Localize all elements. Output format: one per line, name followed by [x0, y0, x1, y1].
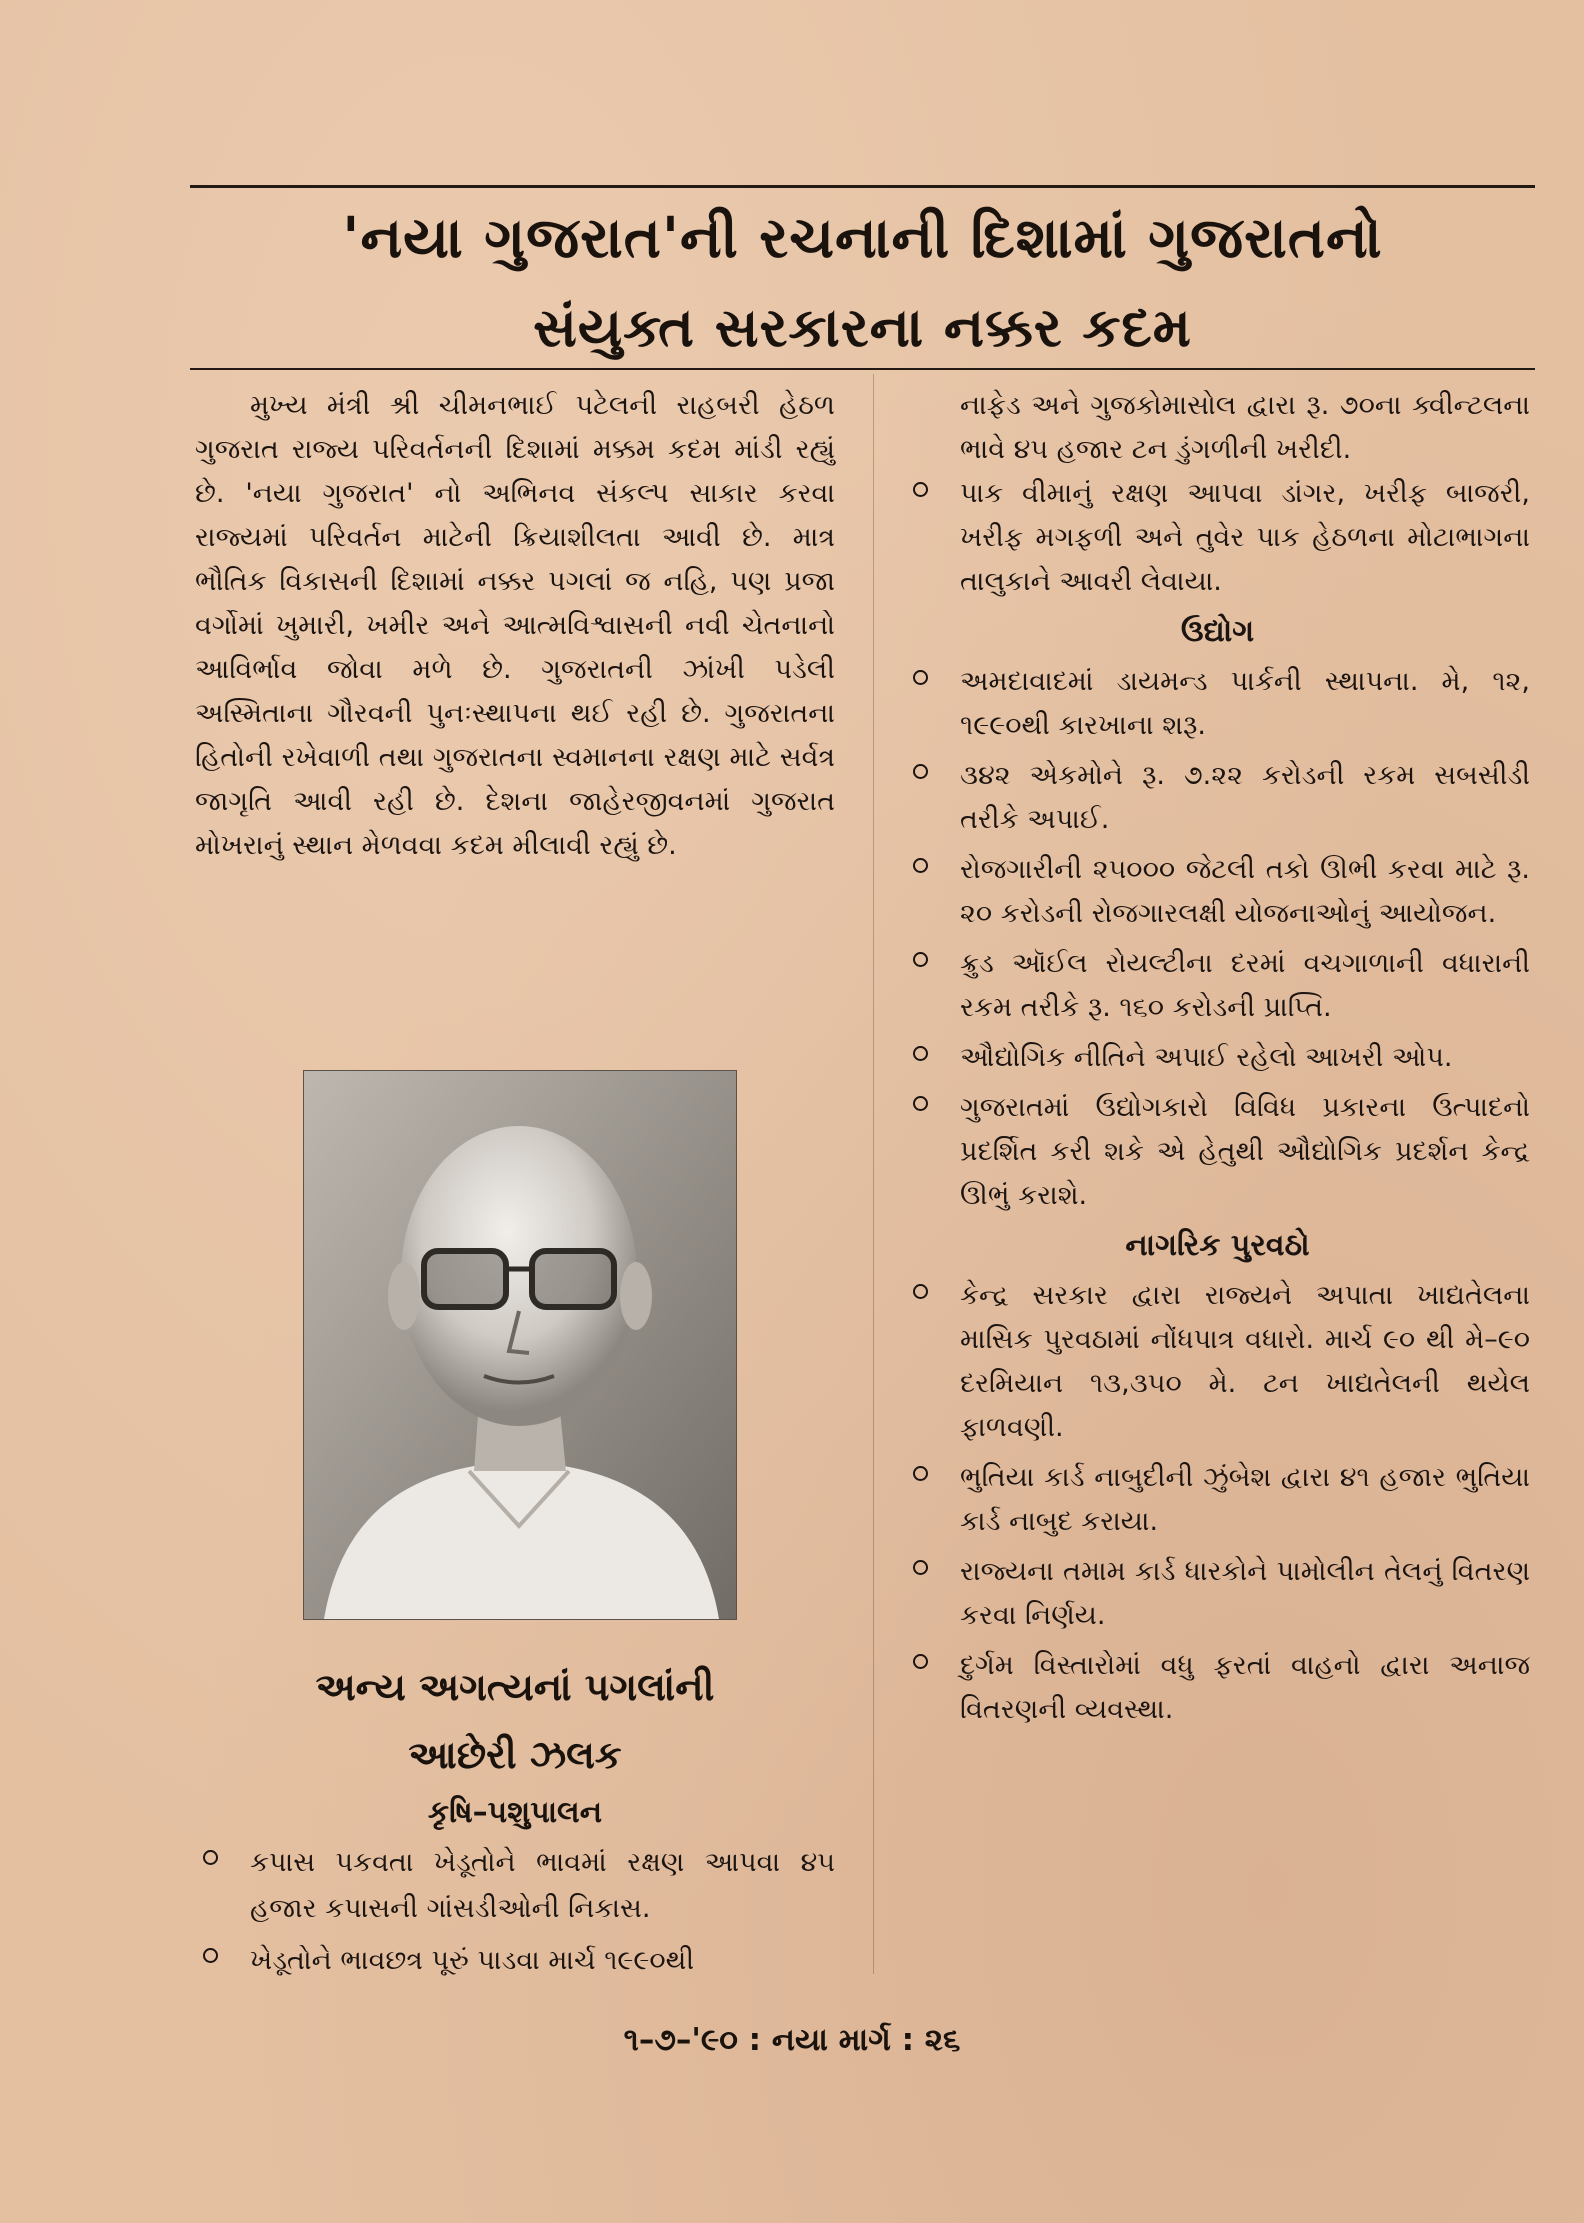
list-item	[905, 1456, 1530, 1544]
glance-heading-line-2: આછેરી ઝલક	[408, 1733, 622, 1777]
intro-column	[195, 384, 835, 868]
headline-line-1: 'નયા ગુજરાત'ની રચનાની દિશામાં ગુજરાતનો	[342, 206, 1383, 271]
list-item	[905, 942, 1530, 1030]
bullet-icon	[913, 670, 928, 685]
list-item	[905, 1036, 1530, 1080]
list-item-text: ખેડૂતોને ભાવછત્ર પૂરું પાડવા માર્ચ ૧૯૯૦થી	[250, 1945, 695, 1976]
list-item-text: દુર્ગમ વિસ્તારોમાં વધુ ફરતાં વાહનો દ્વારા અનાજ વિતરણની વ્યવસ્થા.	[960, 1650, 1530, 1725]
list-item	[195, 1840, 835, 1932]
bullet-icon	[913, 1284, 928, 1299]
list-item	[905, 1086, 1530, 1218]
list-item-text: પાક વીમાનું રક્ષણ આપવા ડાંગર, ખરીફ બાજરી, ખરીફ મગફળી અને તુવેર પાક હેઠળના મોટાભાગના તાલુકાને આવરી લેવાયા.	[960, 478, 1530, 597]
portrait-illustration	[304, 1071, 736, 1619]
bullet-icon	[913, 764, 928, 779]
list-item	[905, 472, 1530, 604]
list-item-text: ભુતિયા કાર્ડ નાબુદીની ઝુંબેશ દ્વારા ૪૧ હજાર ભુતિયા કાર્ડ નાબુદ કરાયા.	[960, 1462, 1530, 1537]
industry-heading: ઉદ્યોગ	[1180, 614, 1255, 649]
list-item-text: રાજ્યના તમામ કાર્ડ ધારકોને પામોલીન તેલનું વિતરણ કરવા નિર્ણય.	[960, 1556, 1530, 1631]
bullet-icon	[913, 1046, 928, 1061]
headline-rule	[190, 368, 1535, 370]
civil-supplies-heading: નાગરિક પુરવઠો	[1125, 1228, 1310, 1263]
list-item	[905, 754, 1530, 842]
glance-heading-line-1: અન્ય અગત્યનાં પગલાંની	[315, 1665, 715, 1709]
bullet-icon	[913, 952, 928, 967]
bullet-icon	[203, 1850, 218, 1865]
list-item	[905, 1644, 1530, 1732]
bullet-icon	[203, 1948, 218, 1963]
bullet-icon	[913, 1560, 928, 1575]
list-item	[905, 848, 1530, 936]
list-item	[905, 660, 1530, 748]
agriculture-list-left	[195, 1840, 835, 1990]
bullet-icon	[913, 1654, 928, 1669]
headline-line-2: સંયુક્ત સરકારના નક્કર કદમ	[533, 296, 1192, 359]
agriculture-heading: કૃષિ–પશુપાલન	[427, 1795, 603, 1830]
list-item-text: ૩૪૨ એકમોને રૂ. ૭.૨૨ કરોડની રકમ સબસીડી તરીકે અપાઈ.	[960, 760, 1530, 835]
list-item	[195, 1938, 835, 1984]
industry-list	[905, 660, 1530, 1218]
list-item-text: ગુજરાતમાં ઉદ્યોગકારો વિવિધ પ્રકારના ઉત્પાદનો પ્રદર્શિત કરી શકે એ હેતુથી ઔદ્યોગિક પ્રદર્શન કેન્દ્ર ઊભું કરાશે.	[960, 1092, 1530, 1211]
list-item	[905, 1550, 1530, 1638]
chief-minister-portrait	[303, 1070, 737, 1620]
civil-supplies-list	[905, 1274, 1530, 1732]
agriculture-list-right	[905, 472, 1530, 604]
intro-first-line: મુખ્ય મંત્રી શ્રી ચીમનભાઈ પટેલની રાહબરી	[250, 390, 760, 421]
intro-paragraph	[195, 384, 835, 868]
list-item-text: અમદાવાદમાં ડાયમન્ડ પાર્કની સ્થાપના. મે, ૧૨, ૧૯૯૦થી કારખાના શરૂ.	[960, 666, 1530, 741]
intro-body: હેઠળ ગુજરાત રાજ્ય પરિવર્તનની દિશામાં મક્કમ કદમ માંડી રહ્યું છે. 'નયા ગુજરાત' નો અભિનવ સંકલ્પ સાકાર કરવા રાજ્યમાં પરિવર્તન માટેની ક્રિયાશીલતા આવી છે. માત્ર ભૌતિક વિકાસની દિશામાં નક્કર પગલાં જ નહિ, પણ પ્રજા વર્ગોમાં ખુમારી, ખમીર અને આત્મવિશ્વાસની નવી ચેતનાનો આવિર્ભાવ જોવા મળે છે. ગુજરાતની ઝાંખી પડેલી અસ્મિતાના ગૌરવની પુનઃસ્થાપના થઈ રહી છે. ગુજરાતના હિતોની રખેવાળી તથા ગુજરાતના સ્વમાનના રક્ષણ માટે સર્વત્ર જાગૃતિ આવી રહી છે. દેશના જાહેરજીવનમાં ગુજરાત મોખરાનું સ્થાન મેળવવા કદમ મીલાવી રહ્યું છે.	[195, 390, 835, 861]
list-item	[905, 1274, 1530, 1450]
top-rule	[190, 185, 1535, 188]
column-divider	[873, 374, 874, 1974]
bullet-icon	[913, 482, 928, 497]
right-column	[905, 384, 1530, 1738]
agriculture-continuation: નાફેડ અને ગુજકોમાસોલ દ્વારા રૂ. ૭૦ના ક્વીન્ટલના ભાવે ૪૫ હજાર ટન ડુંગળીની ખરીદી.	[960, 390, 1530, 465]
list-item-text: રોજગારીની ૨૫૦૦૦ જેટલી તકો ઊભી કરવા માટે રૂ. ૨૦ કરોડની રોજગારલક્ષી યોજનાઓનું આયોજન.	[960, 854, 1530, 929]
list-item-text: ઔદ્યોગિક નીતિને અપાઈ રહેલો આખરી ઓપ.	[960, 1042, 1453, 1073]
bullet-icon	[913, 1466, 928, 1481]
bullet-icon	[913, 858, 928, 873]
page-footer: ૧–૭–'૯૦ : નયા માર્ગ : ૨૬	[623, 2022, 961, 2058]
bullet-icon	[913, 1096, 928, 1111]
list-item-text: કેન્દ્ર સરકાર દ્વારા રાજ્યને અપાતા ખાદ્યતેલના માસિક પુરવઠામાં નોંધપાત્ર વધારો. માર્ચ ૯૦ થી મે–૯૦ દરમિયાન ૧૩,૩૫૦ મે. ટન ખાદ્યતેલની થયેલ ફાળવણી.	[960, 1280, 1530, 1443]
list-item-text: ક્રુડ ઑઈલ રોયલ્ટીના દરમાં વચગાળાની વધારાની રકમ તરીકે રૂ. ૧૬૦ કરોડની પ્રાપ્તિ.	[960, 948, 1530, 1023]
list-item-text: કપાસ પકવતા ખેડૂતોને ભાવમાં રક્ષણ આપવા ૪૫ હજાર કપાસની ગાંસડીઓની નિકાસ.	[250, 1847, 835, 1924]
